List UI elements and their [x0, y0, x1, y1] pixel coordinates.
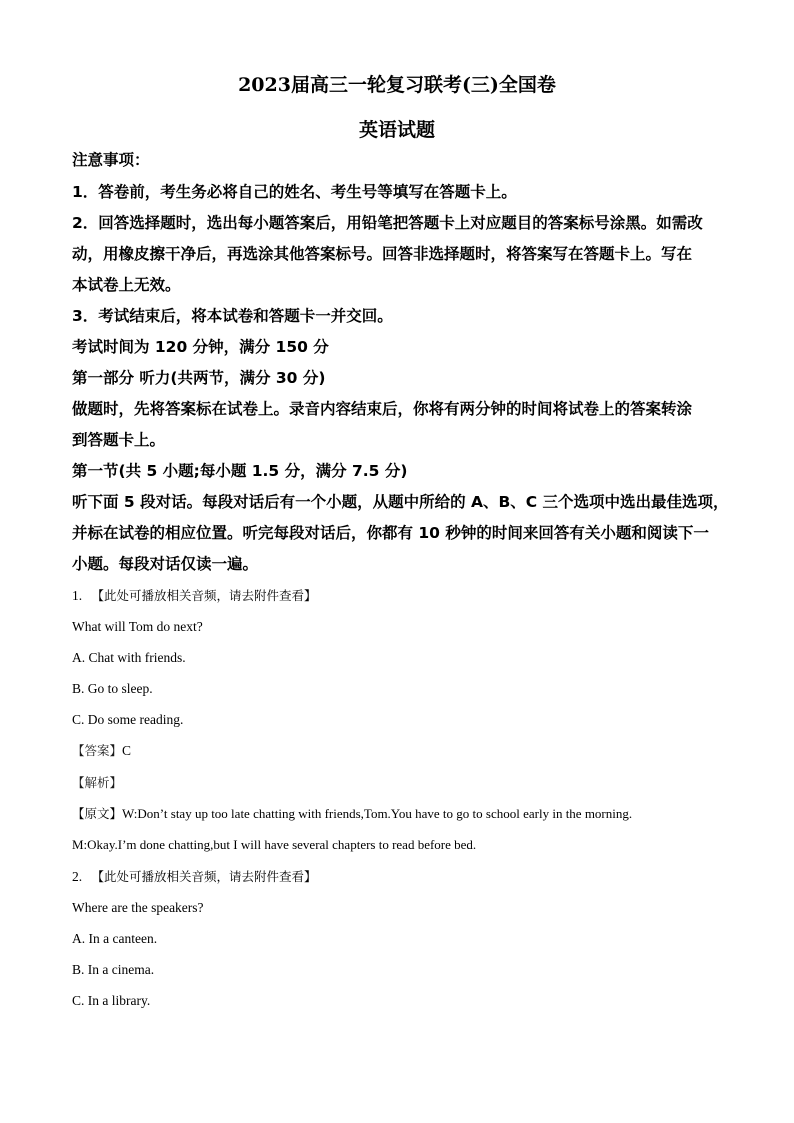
exam-title: 2023届高三一轮复习联考(三)全国卷 — [238, 74, 556, 96]
transcript-tag: 【原文】 — [72, 806, 123, 821]
question-1-text: What will Tom do next? — [72, 619, 203, 634]
question-2-audio-note: 【此处可播放相关音频，请去附件查看】 — [91, 869, 317, 884]
notes-item-2-line-1: 2．回答选择题时，选出每小题答案后，用铅笔把答题卡上对应题目的答案标号涂黑。如需改 — [72, 214, 703, 232]
part1-heading: 第一部分 听力(共两节，满分 30 分) — [72, 369, 326, 387]
question-2-option-a: A. In a canteen. — [72, 931, 158, 946]
exam-subtitle: 英语试题 — [358, 119, 435, 141]
question-1-analysis — [72, 774, 122, 792]
analysis-tag: 【解析】 — [72, 775, 123, 790]
question-1-number: 1. — [72, 588, 83, 603]
question-1-option-b: B. Go to sleep. — [72, 681, 153, 696]
question-2-option-b: B. In a cinema. — [72, 962, 155, 977]
section1-line-1: 听下面 5 段对话。每段对话后有一个小题，从题中所给的 A、B、C 三个选项中选出最佳选项， — [72, 493, 729, 511]
answer-value: C — [122, 743, 132, 758]
section1-heading: 第一节(共 5 小题;每小题 1.5 分，满分 7.5 分) — [72, 462, 408, 480]
question-2-text: Where are the speakers? — [72, 900, 204, 915]
transcript-text-1: W:Don’t stay up too late chatting with friends,Tom.You have to go to school early in the morning. — [122, 806, 633, 821]
question-1-header — [72, 587, 317, 605]
question-1-audio-note: 【此处可播放相关音频，请去附件查看】 — [91, 588, 317, 603]
question-1-option-c: C. Do some reading. — [72, 712, 184, 727]
notes-item-2-line-2: 动，用橡皮擦干净后，再选涂其他答案标号。回答非选择题时，将答案写在答题卡上。写在 — [72, 245, 693, 263]
section1-line-2: 并标在试卷的相应位置。听完每段对话后，你都有 10 秒钟的时间来回答有关小题和阅读下一 — [72, 524, 709, 542]
question-2-number: 2. — [72, 869, 83, 884]
part1-intro-line-1: 做题时，先将答案标在试卷上。录音内容结束后，你将有两分钟的时间将试卷上的答案转涂 — [72, 400, 693, 418]
section1-line-3: 小题。每段对话仅读一遍。 — [72, 555, 259, 573]
exam-time: 考试时间为 120 分钟，满分 150 分 — [72, 338, 329, 356]
answer-tag: 【答案】 — [72, 743, 123, 758]
notes-item-1: 1．答卷前，考生务必将自己的姓名、考生号等填写在答题卡上。 — [72, 183, 517, 201]
question-1-transcript-line-2: M:Okay.I’m done chatting,but I will have several chapters to read before bed. — [72, 837, 477, 852]
notes-item-3: 3．考试结束后，将本试卷和答题卡一并交回。 — [72, 307, 393, 325]
part1-intro-line-2: 到答题卡上。 — [72, 431, 166, 449]
question-2-option-c: C. In a library. — [72, 993, 151, 1008]
notes-heading: 注意事项： — [72, 151, 150, 169]
question-2-header — [72, 868, 317, 886]
question-1-answer — [72, 742, 131, 760]
notes-item-2-line-3: 本试卷上无效。 — [72, 276, 181, 294]
question-1-transcript-line-1 — [72, 805, 632, 823]
question-1-option-a: A. Chat with friends. — [72, 650, 186, 665]
